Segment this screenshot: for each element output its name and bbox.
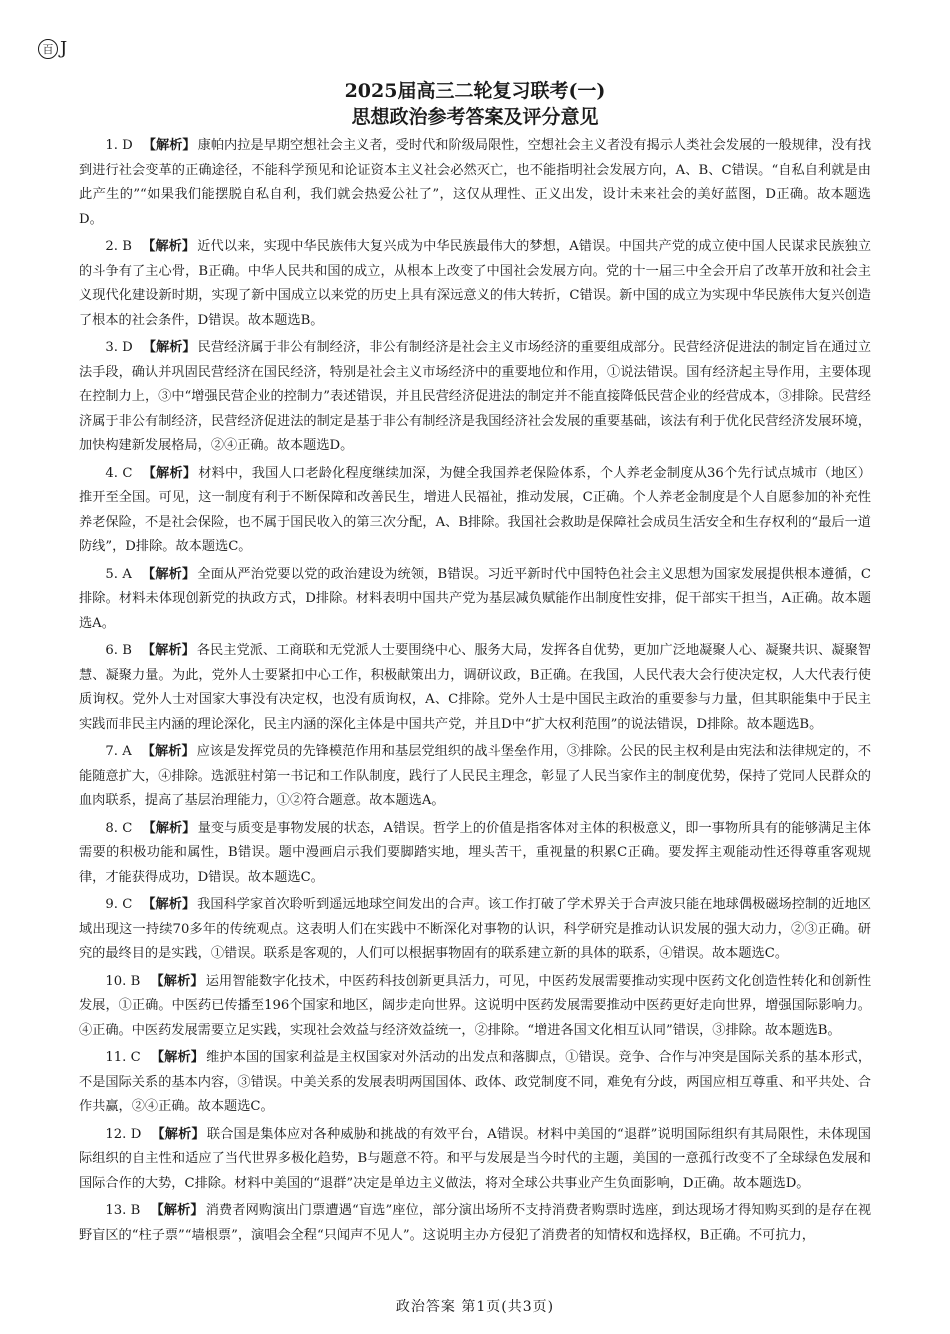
analysis-tag: 【解析】	[150, 1203, 204, 1218]
answer-item	[79, 970, 871, 1044]
answer-number: 2. B	[105, 239, 132, 254]
analysis-tag: 【解析】	[150, 973, 204, 989]
circled-character: 百	[38, 39, 58, 59]
answer-text: 民营经济属于非公有制经济，非公有制经济是社会主义市场经济的重要组成部分。民营经济促进法的制定旨在通过立法手段，确认并巩固民营经济在国民经济，特别是社会主义市场经济中的重要地位和作用，①说法错误。国有经济起主导作用，主要体现在控制力上，③中“增强民营企业的控制力”表述错误，并且民营经济促进法的制定并不能直接降低民营企业的经营成本，③排除。民营经济属于非公有制经济，民营经济促进法的制定是基于非公有制经济是我国经济社会发展的重要基础，该法有利于优化民营经济发展环境，加快构建新发展格局，②④正确。故本题选D。	[79, 340, 872, 453]
answer-text: 我国科学家首次聆听到遥远地球空间发出的合声。该工作打破了学术界关于合声波只能在地球偶极磁场控制的近地区域出现这一持续70多年的传统观点。这表明人们在实践中不断深化对事物的认识，科学研究是推动认识发展的强大动力，②③正确。研究的最终目的是实践，①错误。联系是客观的，人们可以根据事物固有的联系建立新的具体的联系，④错误。故本题选C。	[79, 897, 871, 961]
answer-number: 10. B	[105, 973, 141, 989]
analysis-tag: 【解析】	[142, 138, 196, 153]
answer-item	[79, 1199, 871, 1248]
answer-number: 4. C	[105, 465, 133, 481]
answer-text: 维护本国的国家利益是主权国家对外活动的出发点和落脚点，①错误。竞争、合作与冲突是国际关系的基本形式，不是国际关系的基本内容，③错误。中美关系的发展表明两国国体、政体、政党制度不同，难免有分歧，两国应相互尊重、和平共处、合作共赢，②④正确。故本题选C。	[79, 1050, 872, 1114]
answer-text: 消费者网购演出门票遭遇“盲选”座位，部分演出场所不支持消费者购票时选座，到达现场才得知购买到的是存在视野盲区的“柱子票”“墙根票”，演唱会全程“只闻声不见人”。这说明主办方侵犯了消费者的知情权和选择权，B正确。不可抗力，	[79, 1203, 872, 1243]
answer-text: 全面从严治党要以党的政治建设为统领，B错误。习近平新时代中国特色社会主义思想为国家发展提供根本遵循，C排除。材料未体现创新党的执政方式，D排除。材料表明中国共产党为基层减负赋能作出制度性安排，促干部实干担当，A正确。故本题选A。	[79, 566, 871, 631]
answer-item	[79, 134, 871, 232]
analysis-tag: 【解析】	[142, 897, 196, 912]
answer-number: 9. C	[105, 897, 133, 912]
answer-text: 康帕内拉是早期空想社会主义者，受时代和阶级局限性，空想社会主义者没有揭示人类社会发展的一般规律，没有找到进行社会变革的正确途径，不能科学预见和论证资本主义社会必然灭亡，也不能指明社会发展方向，A、B、C错误。“自私自利就是由此产生的”“如果我们能摆脱自私自利，我们就会热爱公社了”，这仅从理性、正义出发，设计未来社会的美好蓝图，D正确。故本题选D。	[79, 138, 872, 227]
answer-text: 近代以来，实现中华民族伟大复兴成为中华民族最伟大的梦想，A错误。中国共产党的成立使中国人民谋求民族独立的斗争有了主心骨，B正确。中华人民共和国的成立，从根本上改变了中国社会发展方向。党的十一届三中全会开启了改革开放和社会主义现代化建设新时期，实现了新中国成立以来党的历史上具有深远意义的伟大转折，C错误。新中国的成立为实现中华民族伟大复兴创造了根本的社会条件，D错误。故本题选B。	[79, 239, 872, 328]
answer-item	[79, 893, 871, 967]
analysis-tag: 【解析】	[142, 820, 196, 836]
analysis-tag: 【解析】	[141, 239, 196, 254]
answer-number: 7. A	[105, 744, 132, 759]
analysis-tag: 【解析】	[141, 566, 196, 582]
answer-item	[79, 1123, 871, 1197]
analysis-tag: 【解析】	[142, 340, 196, 355]
answer-item	[79, 740, 871, 814]
answer-item	[79, 563, 871, 637]
answer-item	[79, 462, 871, 560]
page-title: 2025届高三二轮复习联考(一)	[344, 80, 606, 102]
analysis-tag: 【解析】	[150, 1050, 205, 1065]
answer-number: 1. D	[105, 138, 133, 153]
corner-letter: J	[60, 38, 68, 59]
page-subtitle: 思想政治参考答案及评分意见	[351, 106, 599, 128]
answer-number: 6. B	[105, 643, 132, 658]
answer-item	[79, 235, 871, 333]
answer-text: 各民主党派、工商联和无党派人士要围绕中心、服务大局，发挥各自优势，更加广泛地凝聚人心、凝聚共识、凝聚智慧、凝聚力量。为此，党外人士要紧扣中心工作，积极献策出力，调研议政，B正确。在我国，人民代表大会行使决定权，人大代表行使质询权。党外人士对国家大事没有决定权，也没有质询权，A、C排除。党外人士是中国民主政治的重要参与力量，但其职能集中于民主实践而非民主内涵的理论深化，民主内涵的深化主体是中国共产党，并且D中“扩大权利范围”的说法错误，D排除。故本题选B。	[79, 643, 872, 732]
answer-item	[79, 639, 871, 737]
analysis-tag: 【解析】	[141, 643, 195, 658]
answer-number: 5. A	[105, 566, 132, 582]
answer-text: 运用智能数字化技术，中医药科技创新更具活力，可见，中医药发展需要推动实现中医药文化创造性转化和创新性发展，①正确。中医药已传播至196个国家和地区，阔步走向世界。这说明中医药发展需要推动中医药更好走向世界，增强国际影响力。④正确。中医药发展需要立足实践，实现社会效益与经济效益统一，②排除。“增进各国文化相互认同”错误，③排除。故本题选B。	[79, 973, 872, 1038]
page-header	[0, 78, 950, 130]
answer-text: 应该是发挥党员的先锋模范作用和基层党组织的战斗堡垒作用，③排除。公民的民主权利是由宪法和法律规定的，不能随意扩大，④排除。选派驻村第一书记和工作队制度，践行了人民民主理念，彰显了人民当家作主的制度优势，保持了党同人民群众的血肉联系，提高了基层治理能力，①②符合题意。故本题选A。	[79, 744, 872, 808]
page-footer: 政治答案 第1页(共3页)	[395, 1299, 555, 1315]
answer-list	[79, 134, 871, 1251]
answer-number: 12. D	[105, 1126, 142, 1142]
corner-mark	[38, 38, 67, 59]
answer-number: 8. C	[105, 820, 133, 836]
answer-item	[79, 1046, 871, 1120]
answer-text: 联合国是集体应对各种威胁和挑战的有效平台，A错误。材料中美国的“退群”说明国际组织有其局限性，未体现国际组织的自主性和适应了当代世界多极化趋势，B与题意不符。和平与发展是当今时代的主题，美国的一意孤行改变不了全球绿色发展和国际合作的大势，C排除。材料中美国的“退群”决定是单边主义做法，将对全球公共事业产生负面影响，D正确。故本题选D。	[79, 1126, 871, 1191]
analysis-tag: 【解析】	[151, 1126, 205, 1142]
answer-text: 量变与质变是事物发展的状态，A错误。哲学上的价值是指客体对主体的积极意义，即一事物所具有的能够满足主体需要的积极功能和属性，B错误。题中漫画启示我们要脚踏实地，埋头苦干，重视量的积累C正确。要发挥主观能动性还得尊重客观规律，才能获得成功，D错误。故本题选C。	[79, 820, 871, 885]
answer-number: 13. B	[105, 1203, 141, 1218]
analysis-tag: 【解析】	[141, 744, 195, 759]
answer-text: 材料中，我国人口老龄化程度继续加深，为健全我国养老保险体系，个人养老金制度从36个先行试点城市（地区）推开至全国。可见，这一制度有利于不断保障和改善民生，增进人民福祉，推动发展，C正确。个人养老金制度是个人自愿参加的补充性养老保险，不是社会保险，也不属于国民收入的第三次分配，A、B排除。我国社会救助是保障社会成员生活安全和生存权利的“最后一道防线”，D排除。故本题选C。	[79, 465, 872, 554]
answer-number: 3. D	[105, 340, 133, 355]
answer-item	[79, 336, 871, 459]
answer-number: 11. C	[105, 1050, 141, 1065]
answer-item	[79, 817, 871, 891]
analysis-tag: 【解析】	[142, 465, 197, 481]
